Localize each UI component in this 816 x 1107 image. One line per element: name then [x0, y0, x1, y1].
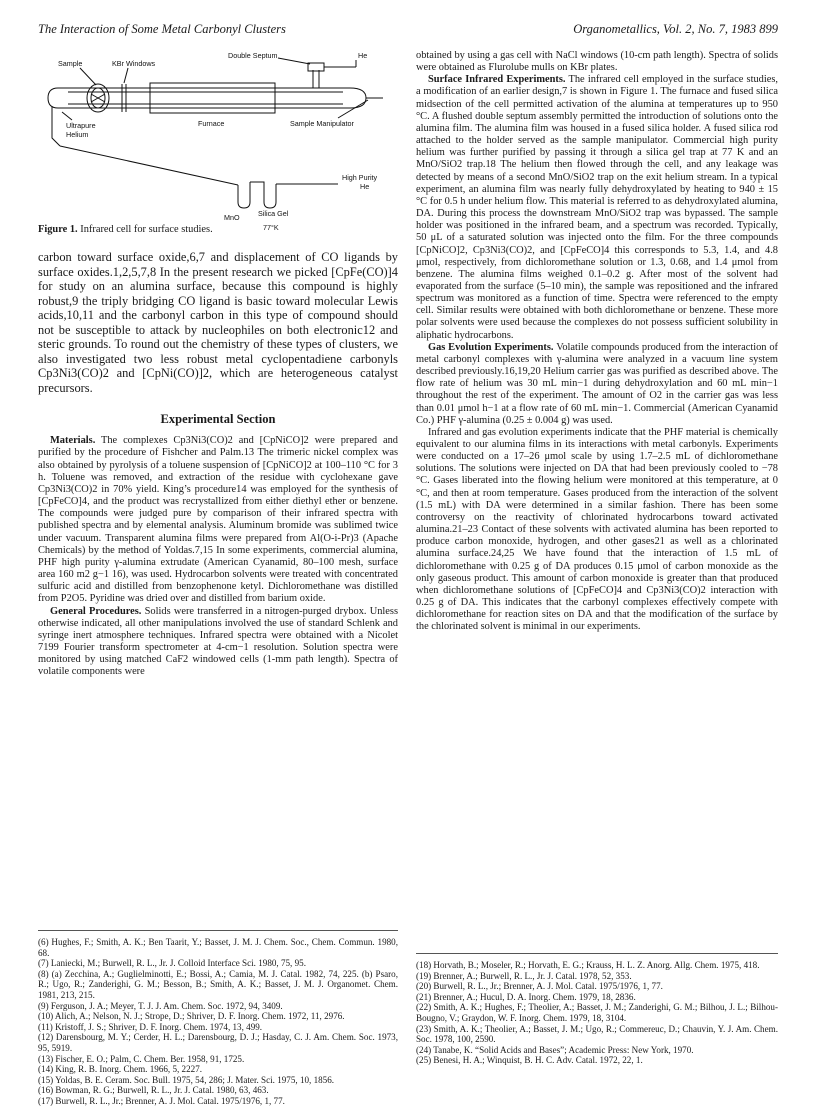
ref-25: (25) Benesi, H. A.; Winquist, B. H. C. Adv. Catal. 1972, 22, 1. [416, 1055, 643, 1066]
ref-18: (18) Horvath, B.; Moseler, R.; Horvath, E. G.; Krauss, H. L. Z. Anorg. Allg. Chem. 1975, 418. [416, 960, 760, 970]
surface-ir-heading: Surface Infrared Experiments. [428, 74, 566, 86]
surface-ir-paragraph [416, 74, 778, 341]
ref-10: (10) Alich, A.; Nelson, N. J.; Strope, D.; Shriver, D. F. Inorg. Chem. 1972, 11, 2976. [38, 1011, 345, 1022]
ref-15: (15) Yoldas, B. E. Ceram. Soc. Bull. 1975, 54, 286; J. Mater. Sci. 1975, 10, 1856. [38, 1074, 335, 1085]
footnotes-right [416, 953, 778, 1066]
running-title: The Interaction of Some Metal Carbonyl Clusters [38, 22, 286, 36]
figure-caption [38, 224, 398, 236]
caption-label: Figure 1. [38, 224, 78, 235]
ref-23: (23) Smith, A. K.; Theolier, A.; Basset, J. M.; Ugo, R.; Commereuc, D.; Chauvin, Y. J. Am. Chem. Soc. 1978, 100, 2590. [416, 1023, 778, 1045]
gas-evolution-heading: Gas Evolution Experiments. [428, 341, 554, 353]
caption-temp: 77°K [263, 223, 279, 232]
right-column [416, 50, 778, 1066]
gas-evolution-text: Volatile compounds produced from the interaction of metal carbonyl complexes with γ-alumina were analyzed in a vacuum line system described previously.16,19,20 Helium carrier gas was purified as described above. The flow rate of helium was 30 mL min−1 during dehydroxylation and 60 mL min−1 throughout the rest of the experiment. The amount of O2 in the carrier gas was less than 0.01 μmol h−1 at a flow rate of 60 mL min−1. Commercial (American Cyanamid Co.) PHF γ-alumina (0.25 ± 0.004 g) was used. [416, 341, 778, 426]
results-paragraph: Infrared and gas evolution experiments indicate that the PHF material is chemically equivalent to our alumina films in its interactions with metal carbonyls. Experiments were conducted on a 17–26 μmol scale by using 1.7–2.5 mL of dichloromethane solutions. The solutions were injected on DA that had been previously cooled to −78 °C. Gases liberated into the flowing helium were monitored at this temperature, at 0 °C, and then at room temperature. Gases produced from the interaction of the solvent (1.5 mL) with DA were determined in a similar fashion. There has been some controversy on the reactivity of chlorinated hydrocarbons toward activated alumina.21–23 Contact of these solvents with activated alumina has been reported to produce carbon monoxide, hydrogen, and other gases21 as well as a chlorinated alumina surface.24,25 We have found that the interaction of 1.5 mL of dichloromethane with 0.25 g of DA produces 0.15 μmol of carbon monoxide as the only gaseous product. This amount of carbon monoxide is greater than that produced when dichloromethane solutions of [CpFeCO]4 and Cp3Ni3(CO)2 interaction with 0.25 g of DA. This indicates that the carbonyl complexes effectively compete with dichloromethane for reaction sites on DA and that the modification of the surface by the chlorinated solvent is minimal in our experiments. [416, 426, 778, 633]
materials-heading: Materials. [50, 435, 96, 447]
ref-12: (12) Darensbourg, M. Y.; Cerder, H. L.; Darensbourg, D. J.; Hasday, C. J. Am. Chem. Soc. 1973, 95, 5919. [38, 1032, 398, 1053]
label-helium: Helium [66, 130, 89, 139]
journal-citation: Organometallics, Vol. 2, No. 7, 1983 899 [573, 22, 778, 36]
ref-20: (20) Burwell, R. L., Jr.; Brenner, A. J. Mol. Catal. 1975/1976, 1, 77. [416, 981, 663, 992]
ref-21: (21) Brenner, A.; Hucul, D. A. Inorg. Chem. 1979, 18, 2836. [416, 991, 636, 1002]
ref-22: (22) Smith, A. K.; Hughes, F.; Theolier, A.; Basset, J. M.; Zanderighi, G. M.; Bilhou, J. L.; Bilhou-Bougno, V.; Graydon, W. F. Inorg. Chem. 1979, 18, 3104. [416, 1002, 778, 1023]
general-procedures-text: Solids were transferred in a nitrogen-purged drybox. Unless otherwise indicated, all other manipulations involved the use of standard Schlenk and syringe inert atmosphere techniques. Infrared spectra were obtained with a Nicolet 7199 Fourier transform spectrometer at 4-cm−1 resolution. Solution spectra were monitored by using matched CaF2 windowed cells (1-mm path length). Spectra of volatile components were [38, 605, 399, 678]
label-silica-gel: Silica Gel [258, 209, 289, 218]
intro-paragraph: carbon toward surface oxide,6,7 and displacement of CO ligands by surface oxides.1,2,5,7,8 In the present research we picked [CpFe(CO)]4 for study on an alumina surface, because this compound is highly robust,9 the triply bridging CO ligand is basic toward molecular Lewis acids,10,11 and the carbonyl carbon in this type of compound should not be susceptible to attack by nucleophiles on both electronic12 and steric grounds. To round out the chemistry of these types of clusters, we also investigated two less robust metal cyclopentadiene carbonyls Cp3Ni3(CO)2 and [CpNi(CO)]2, which are heterogeneous catalyst precursors. [38, 250, 398, 395]
label-sample-manipulator: Sample Manipulator [290, 119, 354, 128]
label-he-right: He [360, 182, 370, 191]
ref-17: (17) Burwell, R. L., Jr.; Brenner, A. J. Mol. Catal. 1975/1976, 1, 77. [38, 1095, 285, 1106]
general-procedures-heading: General Procedures. [50, 605, 142, 617]
general-procedures-paragraph [38, 606, 398, 679]
label-ultrapure: Ultrapure [66, 121, 96, 130]
running-header [38, 22, 778, 38]
figure-1 [38, 50, 398, 220]
ref-14: (14) King, R. B. Inorg. Chem. 1966, 5, 2227. [38, 1064, 203, 1075]
materials-paragraph [38, 435, 398, 605]
spectra-paragraph: obtained by using a gas cell with NaCl windows (10-cm path length). Spectra of solids were obtained as Flurolube mulls on KBr plates. [416, 50, 778, 74]
gas-evolution-paragraph [416, 342, 778, 427]
ref-11: (11) Kristoff, J. S.; Shriver, D. F. Inorg. Chem. 1974, 13, 499. [38, 1021, 263, 1032]
label-he-top: He [358, 51, 368, 60]
ref-19: (19) Brenner, A.; Burwell, R. L., Jr. J. Catal. 1978, 52, 353. [416, 970, 632, 981]
ref-7: (7) Laniecki, M.; Burwell, R. L., Jr. J. Colloid Interface Sci. 1980, 75, 95. [38, 958, 306, 969]
ref-8: (8) (a) Zecchina, A.; Guglielminotti, E.; Bossi, A.; Camia, M. J. Catal. 1982, 74, 225. (b) Psaro, R.; Ugo, R.; Zanderighi, G. M.; Besson, B.; Smith, A. K.; Basset, J. M. J. Organomet. Chem. 1981, 213, 215. [38, 968, 398, 1000]
ref-9: (9) Ferguson, J. A.; Meyer, T. J. J. Am. Chem. Soc. 1972, 94, 3409. [38, 1000, 283, 1011]
ref-6: (6) Hughes, F.; Smith, A. K.; Ben Taarit, Y.; Basset, J. M. J. Chem. Soc., Chem. Commun. 1980, 68. [38, 937, 398, 958]
surface-ir-text: The infrared cell employed in the surface studies, a modification of an earlier design,7 is shown in Figure 1. The furnace and fused silica midsection of the cell permitted activation of the alumina at temperatures up to 950 °C. A flushed double septum assembly permitted the introduction of solutions onto the alumina film. The alumina film was housed in a fused silica holder. A fused silica rod attached to the holder served as the sample manipulator. Commercial high purity helium was further purified by passing it through a silica gel trap at 77 K and an MnO/SiO2 trap.18 The helium then flowed through the cell, and any leakage was detected by means of a second MnO/SiO2 trap on the exit helium stream. In a typical experiment, an alumina film was nearly fully dehydroxylated by heating to 940 ± 15 °C for 0.5 h under helium flow. This material is referred to as dehydroxylated alumina, DA. During this process the downstream MnO/SiO2 trap was bypassed. The sample holder was positioned in the infrared beam, and a spectrum was recorded. Typically, 50 μL of a saturated solution was injected onto the film. For the three compounds [CpNiCO]2, Cp3Ni3(CO)2, and [CpFeCO]4 this corresponds to 5.3, 1.4, and 4.8 μmol, respectively, from dichloromethane solution or 1.3, 0.68, and 1.4 μmol from benzene. The alumina films weighed 0.1–0.2 g. After most of the solvent had evaporated from the surface (5–10 min), the sample was repositioned and the infrared spectrum was monitored as a function of time. Spectra were referenced to the empty cell. Similar results were obtained with both dichloromethane or benzene. These more polar solvents were used because the complexes do not possess sufficient solubility in aliphatic hydrocarbons. [416, 74, 778, 341]
label-kbr-windows: KBr Windows [112, 59, 156, 68]
ref-13: (13) Fischer, E. O.; Palm, C. Chem. Ber. 1958, 91, 1725. [38, 1053, 245, 1064]
label-mno: MnO [224, 213, 240, 220]
caption-text: Infrared cell for surface studies. [80, 224, 213, 235]
materials-text: The complexes Cp3Ni3(CO)2 and [CpNiCO]2 were prepared and purified by the procedure of Fishcher and Palm.13 The trimeric nickel complex was also obtained by pyrolysis of a toluene suspension of [CpNiCO]2 at 100–110 °C for 3 h. Toluene was removed, and extraction of the residue with cyclohexane gave Cp3Ni3(CO)2 in 70% yield. King’s procedure14 was employed for the synthesis of [CpFeCO]4, and the product was recrystallized from either diethyl ether or benzene. The compounds were judged pure by comparison of their infrared spectra with published spectra and by elemental analysis. Aluminum bromide was sublimed twice under vacuum. Transparent alumina films were prepared from Al(O-i-Pr)3 (Apache Chemicals) by the method of Yoldas.7,15 In some experiments, commercial alumina, PHF high purity γ-alumina extrudate (American Cyanamid, 80–100 mesh, surface area 160 m2 g−1 16), was used. Hydrocarbon solvents were treated with concentrated sulfuric acid and distilled from benzophenone ketyl. Dichloromethane was distilled from P2O5. Pyridine was dried over and distilled from barium oxide. [38, 435, 398, 605]
ref-16: (16) Bowman, R. G.; Burwell, R. L., Jr. J. Catal. 1980, 63, 463. [38, 1085, 269, 1096]
left-column [38, 50, 399, 1106]
label-high-purity: High Purity [342, 173, 378, 182]
section-title: Experimental Section [160, 412, 276, 427]
label-sample: Sample [58, 59, 83, 68]
label-double-septum: Double Septum [228, 51, 278, 60]
label-furnace: Furnace [198, 119, 225, 128]
footnotes-left [38, 930, 398, 1107]
ref-24: (24) Tanabe, K. “Solid Acids and Bases”; Academic Press: New York, 1970. [416, 1044, 694, 1055]
infrared-cell-diagram [38, 50, 398, 220]
